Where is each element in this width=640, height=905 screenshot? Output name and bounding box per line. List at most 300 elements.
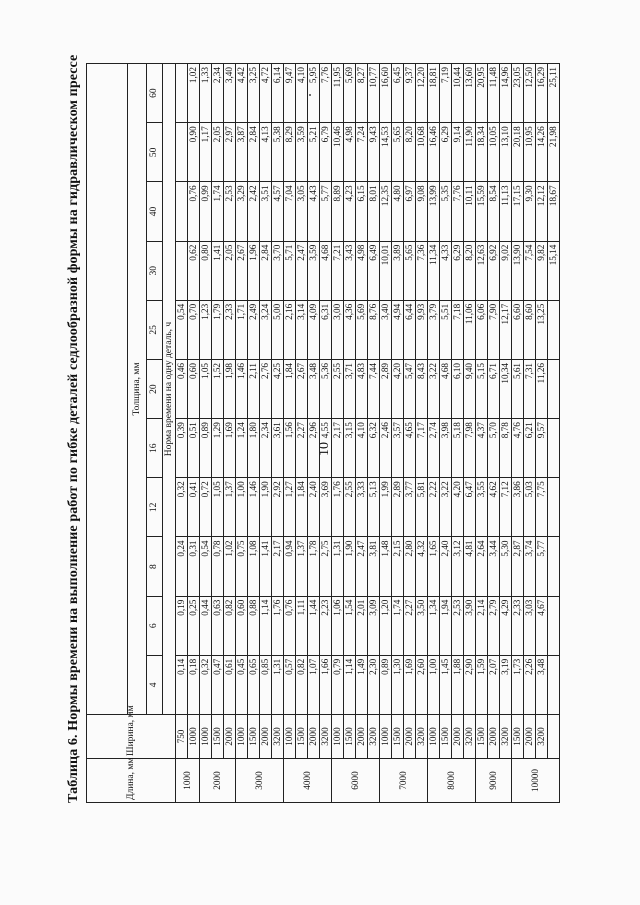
table-row — [188, 64, 200, 803]
width-cell: 1000 — [332, 715, 344, 759]
table-row — [356, 64, 368, 803]
value-cell: 4,57 — [272, 182, 284, 241]
value-cell: 6,29 — [452, 241, 464, 300]
value-cell: 9,47 — [284, 64, 296, 123]
value-cell: 12,63 — [476, 241, 488, 300]
width-cell: 1500 — [512, 715, 524, 759]
value-cell: 3,70 — [272, 241, 284, 300]
value-cell: 5,15 — [476, 359, 488, 418]
value-cell: 20,95 — [476, 64, 488, 123]
table-row — [212, 64, 224, 803]
width-cell: 1500 — [476, 715, 488, 759]
table-row — [260, 64, 272, 803]
value-cell: 3,22 — [440, 478, 452, 537]
value-cell: 0,25 — [188, 596, 200, 655]
thickness-header-cell: 25 — [147, 300, 163, 359]
value-cell: 2,17 — [332, 419, 344, 478]
length-cell: 8000 — [428, 759, 476, 803]
value-cell: 3,29 — [236, 182, 248, 241]
value-cell: 17,15 — [512, 182, 524, 241]
value-cell: 0,94 — [284, 537, 296, 596]
value-cell: 1,90 — [344, 537, 356, 596]
value-cell: 4,23 — [344, 182, 356, 241]
table-row — [380, 64, 392, 803]
value-cell: 1,41 — [212, 241, 224, 300]
value-cell: 9,08 — [416, 182, 428, 241]
value-cell: 7,36 — [416, 241, 428, 300]
value-cell: 4,09 — [308, 300, 320, 359]
value-cell: 9,37 — [404, 64, 416, 123]
value-cell — [176, 241, 188, 300]
width-cell — [548, 715, 560, 759]
value-cell: 5,35 — [440, 182, 452, 241]
value-cell: 16,60 — [380, 64, 392, 123]
value-cell: 6,10 — [452, 359, 464, 418]
value-cell: 12,17 — [500, 300, 512, 359]
value-cell: 3,44 — [488, 537, 500, 596]
table-row — [272, 64, 284, 803]
value-cell: 1,07 — [308, 655, 320, 714]
value-cell: 1,74 — [392, 596, 404, 655]
value-cell: 7,76 — [452, 182, 464, 241]
value-cell: 1,17 — [200, 123, 212, 182]
value-cell: 2,76 — [260, 359, 272, 418]
value-cell: 0,89 — [380, 655, 392, 714]
value-cell: 10,01 — [380, 241, 392, 300]
value-cell: 5,71 — [284, 241, 296, 300]
value-cell: 3,61 — [272, 419, 284, 478]
table-row — [344, 64, 356, 803]
value-cell: 0,61 — [224, 655, 236, 714]
value-cell: 1,98 — [224, 359, 236, 418]
value-cell: 2,40 — [440, 537, 452, 596]
header-thickness: Толщина, мм — [128, 64, 147, 715]
value-cell: 4,62 — [488, 478, 500, 537]
table-row — [200, 64, 212, 803]
header-width: Ширина, мм — [87, 715, 176, 759]
value-cell: 1,99 — [380, 478, 392, 537]
value-cell: 13,25 — [536, 300, 548, 359]
value-cell: 3,81 — [368, 537, 380, 596]
value-cell: 1,48 — [380, 537, 392, 596]
width-cell: 3200 — [368, 715, 380, 759]
value-cell: 2,60 — [416, 655, 428, 714]
value-cell: 2,67 — [236, 241, 248, 300]
value-cell: 8,01 — [368, 182, 380, 241]
value-cell: 1,33 — [200, 64, 212, 123]
value-cell: 1,29 — [212, 419, 224, 478]
value-cell: 4,55 — [320, 419, 332, 478]
value-cell: 6,47 — [464, 478, 476, 537]
value-cell: 6,31 — [320, 300, 332, 359]
value-cell: 0,79 — [332, 655, 344, 714]
value-cell: 1,34 — [428, 596, 440, 655]
value-cell: 7,44 — [368, 359, 380, 418]
value-cell: 3,24 — [260, 300, 272, 359]
value-cell: 4,98 — [344, 123, 356, 182]
width-cell: 1500 — [392, 715, 404, 759]
value-cell: 2,75 — [320, 537, 332, 596]
value-cell: 5,69 — [356, 300, 368, 359]
value-cell: 7,90 — [488, 300, 500, 359]
value-cell — [548, 419, 560, 478]
value-cell: 0,51 — [188, 419, 200, 478]
table-row — [308, 64, 320, 803]
value-cell: 5,70 — [488, 419, 500, 478]
value-cell: 3,19 — [500, 655, 512, 714]
value-cell — [548, 478, 560, 537]
value-cell: 2,42 — [248, 182, 260, 241]
value-cell: 7,19 — [440, 64, 452, 123]
thickness-header-cell: 16 — [147, 419, 163, 478]
value-cell: 3,59 — [296, 123, 308, 182]
value-cell: 4,83 — [356, 359, 368, 418]
value-cell — [548, 655, 560, 714]
value-cell: 0,78 — [212, 537, 224, 596]
value-cell: 2,80 — [404, 537, 416, 596]
width-cell: 1000 — [284, 715, 296, 759]
value-cell: 5,77 — [320, 182, 332, 241]
table-row — [176, 64, 188, 803]
value-cell: 11,06 — [464, 300, 476, 359]
value-cell: 2,40 — [308, 478, 320, 537]
value-cell: 2,55 — [332, 359, 344, 418]
width-cell: 2000 — [524, 715, 536, 759]
value-cell: 3,48 — [308, 359, 320, 418]
value-cell: 1,79 — [212, 300, 224, 359]
value-cell: 7,54 — [524, 241, 536, 300]
value-cell: 4,33 — [440, 241, 452, 300]
value-cell: 0,24 — [176, 537, 188, 596]
value-cell: 2,05 — [224, 241, 236, 300]
value-cell: 7,17 — [416, 419, 428, 478]
length-cell: 1000 — [176, 759, 200, 803]
value-cell: 7,76 — [320, 64, 332, 123]
table-row — [332, 64, 344, 803]
value-cell: 8,89 — [332, 182, 344, 241]
value-cell: 7,24 — [356, 123, 368, 182]
value-cell: 6,14 — [272, 64, 284, 123]
value-cell: 2,97 — [224, 123, 236, 182]
value-cell: 3,40 — [224, 64, 236, 123]
width-cell: 2000 — [488, 715, 500, 759]
value-cell: 2,27 — [296, 419, 308, 478]
value-cell: 3,00 — [332, 300, 344, 359]
value-cell: 1,46 — [236, 359, 248, 418]
value-cell: 4,36 — [344, 300, 356, 359]
value-cell: 4,37 — [476, 419, 488, 478]
value-cell: 16,46 — [428, 123, 440, 182]
value-cell: 1,49 — [356, 655, 368, 714]
value-cell: 1,02 — [224, 537, 236, 596]
value-cell: 6,44 — [404, 300, 416, 359]
value-cell: 1,02 — [188, 64, 200, 123]
value-cell: 10,11 — [464, 182, 476, 241]
value-cell: 1,30 — [392, 655, 404, 714]
value-cell: 3,87 — [236, 123, 248, 182]
table-body — [176, 64, 560, 803]
value-cell: 3,14 — [296, 300, 308, 359]
value-cell: 2,87 — [512, 537, 524, 596]
length-cell: 9000 — [476, 759, 512, 803]
thickness-header-cell: 12 — [147, 478, 163, 537]
value-cell: 3,48 — [536, 655, 548, 714]
value-cell: 0,32 — [200, 655, 212, 714]
value-cell: 0,63 — [212, 596, 224, 655]
thickness-header-cell: 8 — [147, 537, 163, 596]
value-cell: 0,75 — [236, 537, 248, 596]
value-cell: 1,45 — [440, 655, 452, 714]
value-cell: 5,65 — [404, 241, 416, 300]
value-cell: 6,21 — [524, 419, 536, 478]
value-cell: 2,11 — [248, 359, 260, 418]
value-cell: 5,00 — [272, 300, 284, 359]
value-cell: 7,18 — [452, 300, 464, 359]
value-cell: 7,75 — [536, 478, 548, 537]
width-cell: 3200 — [416, 715, 428, 759]
value-cell: 4,20 — [452, 478, 464, 537]
thickness-header-cell: 50 — [147, 123, 163, 182]
value-cell: 4,98 — [356, 241, 368, 300]
value-cell: 6,49 — [368, 241, 380, 300]
value-cell: 3,43 — [344, 241, 356, 300]
value-cell: 4,25 — [272, 359, 284, 418]
table-row — [476, 64, 488, 803]
value-cell: 2,01 — [356, 596, 368, 655]
value-cell: 3,22 — [428, 359, 440, 418]
value-cell: 0,44 — [200, 596, 212, 655]
value-cell — [548, 596, 560, 655]
value-cell: 5,13 — [368, 478, 380, 537]
value-cell: 20,18 — [512, 123, 524, 182]
value-cell: 1,88 — [452, 655, 464, 714]
value-cell: 1,24 — [236, 419, 248, 478]
value-cell: 10,95 — [524, 123, 536, 182]
value-cell: 0,76 — [188, 182, 200, 241]
value-cell: 5,36 — [320, 359, 332, 418]
value-cell: 1,76 — [272, 596, 284, 655]
value-cell: 0,72 — [200, 478, 212, 537]
value-cell: 8,43 — [416, 359, 428, 418]
value-cell: 3,77 — [404, 478, 416, 537]
value-cell: 0,70 — [188, 300, 200, 359]
value-cell: 4,94 — [392, 300, 404, 359]
value-cell: 7,98 — [464, 419, 476, 478]
table-row — [284, 64, 296, 803]
value-cell: 3,09 — [368, 596, 380, 655]
value-cell: 0,54 — [200, 537, 212, 596]
value-cell: 18,67 — [548, 182, 560, 241]
table-row — [524, 64, 536, 803]
value-cell: 0,14 — [176, 655, 188, 714]
value-cell: 4,80 — [392, 182, 404, 241]
value-cell: 1,90 — [260, 478, 272, 537]
value-cell: 1,66 — [320, 655, 332, 714]
table-row — [296, 64, 308, 803]
value-cell: 5,65 — [392, 123, 404, 182]
value-cell: 0,62 — [188, 241, 200, 300]
width-cell: 2000 — [356, 715, 368, 759]
value-cell: 3,05 — [296, 182, 308, 241]
value-cell: 11,95 — [332, 64, 344, 123]
length-cell: 6000 — [332, 759, 380, 803]
value-cell: 8,29 — [284, 123, 296, 182]
value-cell: 5,95 — [308, 64, 320, 123]
value-cell: 5,18 — [452, 419, 464, 478]
value-cell: 1,96 — [248, 241, 260, 300]
value-cell: 0,54 — [176, 300, 188, 359]
value-cell: 9,30 — [524, 182, 536, 241]
value-cell: 3,50 — [416, 596, 428, 655]
value-cell: 3,15 — [344, 419, 356, 478]
value-cell: 0,82 — [224, 596, 236, 655]
value-cell: 5,77 — [536, 537, 548, 596]
width-cell: 3200 — [320, 715, 332, 759]
value-cell: 3,74 — [524, 537, 536, 596]
value-cell: 9,57 — [536, 419, 548, 478]
value-cell: 8,27 — [356, 64, 368, 123]
value-cell: 9,40 — [464, 359, 476, 418]
value-cell: 18,81 — [428, 64, 440, 123]
value-cell: 3,25 — [248, 64, 260, 123]
value-cell: 2,84 — [260, 241, 272, 300]
width-cell: 1500 — [344, 715, 356, 759]
value-cell: 23,05 — [512, 64, 524, 123]
value-cell: 0,19 — [176, 596, 188, 655]
table-row — [248, 64, 260, 803]
value-cell: 2,89 — [392, 478, 404, 537]
value-cell: 16,29 — [536, 64, 548, 123]
header-length: Длина, мм — [87, 759, 176, 803]
value-cell: 3,90 — [464, 596, 476, 655]
width-cell: 2000 — [224, 715, 236, 759]
value-cell: 0,39 — [176, 419, 188, 478]
value-cell: 0,60 — [188, 359, 200, 418]
width-cell: 1500 — [296, 715, 308, 759]
table-row — [236, 64, 248, 803]
value-cell: 2,89 — [380, 359, 392, 418]
value-cell: 4,43 — [308, 182, 320, 241]
value-cell: 5,61 — [512, 359, 524, 418]
value-cell: 21,98 — [548, 123, 560, 182]
value-cell: 2,64 — [476, 537, 488, 596]
value-cell: 2,14 — [476, 596, 488, 655]
thickness-header-cell: 20 — [147, 359, 163, 418]
value-cell — [548, 300, 560, 359]
value-cell: 25,11 — [548, 64, 560, 123]
value-cell: 1,78 — [308, 537, 320, 596]
thickness-values-row — [147, 64, 163, 803]
value-cell: 5,38 — [272, 123, 284, 182]
value-cell: 1,14 — [344, 655, 356, 714]
value-cell: 0,88 — [248, 596, 260, 655]
value-cell: 5,51 — [440, 300, 452, 359]
width-cell: 1000 — [428, 715, 440, 759]
width-cell: 1500 — [440, 715, 452, 759]
value-cell: 3,33 — [356, 478, 368, 537]
value-cell: 2,23 — [320, 596, 332, 655]
value-cell: 1,05 — [200, 359, 212, 418]
value-cell: 7,04 — [284, 182, 296, 241]
value-cell: 2,46 — [380, 419, 392, 478]
value-cell: 1,41 — [260, 537, 272, 596]
table-row — [320, 64, 332, 803]
value-cell: 4,68 — [440, 359, 452, 418]
thickness-header-cell: 6 — [147, 596, 163, 655]
value-cell: 3,55 — [476, 478, 488, 537]
value-cell: 0,31 — [188, 537, 200, 596]
value-cell: 6,97 — [404, 182, 416, 241]
value-cell: 1,06 — [332, 596, 344, 655]
value-cell: 2,53 — [452, 596, 464, 655]
value-cell: 1,71 — [236, 300, 248, 359]
value-cell: 4,72 — [260, 64, 272, 123]
value-cell: 1,65 — [428, 537, 440, 596]
value-cell: 0,32 — [176, 478, 188, 537]
value-cell: 1,00 — [236, 478, 248, 537]
value-cell: 14,53 — [380, 123, 392, 182]
value-cell: 1,59 — [476, 655, 488, 714]
value-cell: 1,37 — [296, 537, 308, 596]
value-cell — [176, 123, 188, 182]
value-cell: 6,79 — [320, 123, 332, 182]
header-spacer — [87, 64, 128, 715]
value-cell: 2,92 — [272, 478, 284, 537]
value-cell: 2,74 — [428, 419, 440, 478]
value-cell: 13,99 — [428, 182, 440, 241]
value-cell: 5,47 — [404, 359, 416, 418]
width-cell: 1000 — [236, 715, 248, 759]
value-cell: 1,27 — [284, 478, 296, 537]
value-cell: 9,14 — [452, 123, 464, 182]
value-cell: 8,20 — [464, 241, 476, 300]
table-title: Таблица 6. Нормы времени на выполнение работ по гибке деталей седлообразной формы на гидравлическом прессе — [66, 54, 81, 803]
value-cell: 8,76 — [368, 300, 380, 359]
value-cell: 13,10 — [500, 123, 512, 182]
value-cell: 4,76 — [512, 419, 524, 478]
value-cell: 14,26 — [536, 123, 548, 182]
header-norm: Норма времени на одну деталь, ч — [163, 64, 176, 715]
value-cell: 4,29 — [500, 596, 512, 655]
value-cell: 2,17 — [272, 537, 284, 596]
value-cell: 2,15 — [392, 537, 404, 596]
value-cell: 2,53 — [224, 182, 236, 241]
value-cell: 3,79 — [428, 300, 440, 359]
value-cell: 3,71 — [344, 359, 356, 418]
value-cell: 6,45 — [392, 64, 404, 123]
value-cell: 4,81 — [464, 537, 476, 596]
thickness-header-cell: 40 — [147, 182, 163, 241]
value-cell: 18,34 — [476, 123, 488, 182]
value-cell: 1,84 — [296, 478, 308, 537]
value-cell: 2,34 — [212, 64, 224, 123]
value-cell: 6,71 — [488, 359, 500, 418]
value-cell: 1,31 — [332, 537, 344, 596]
value-cell: 2,55 — [344, 478, 356, 537]
value-cell: 4,65 — [404, 419, 416, 478]
value-cell: 6,92 — [488, 241, 500, 300]
value-cell: 0,82 — [296, 655, 308, 714]
length-cell: 7000 — [380, 759, 428, 803]
value-cell — [176, 182, 188, 241]
value-cell: 2,49 — [248, 300, 260, 359]
value-cell: 1,31 — [272, 655, 284, 714]
value-cell: 2,07 — [488, 655, 500, 714]
value-cell: 1,74 — [212, 182, 224, 241]
norms-table — [86, 63, 560, 803]
value-cell: 3,69 — [320, 478, 332, 537]
value-cell: 12,12 — [536, 182, 548, 241]
